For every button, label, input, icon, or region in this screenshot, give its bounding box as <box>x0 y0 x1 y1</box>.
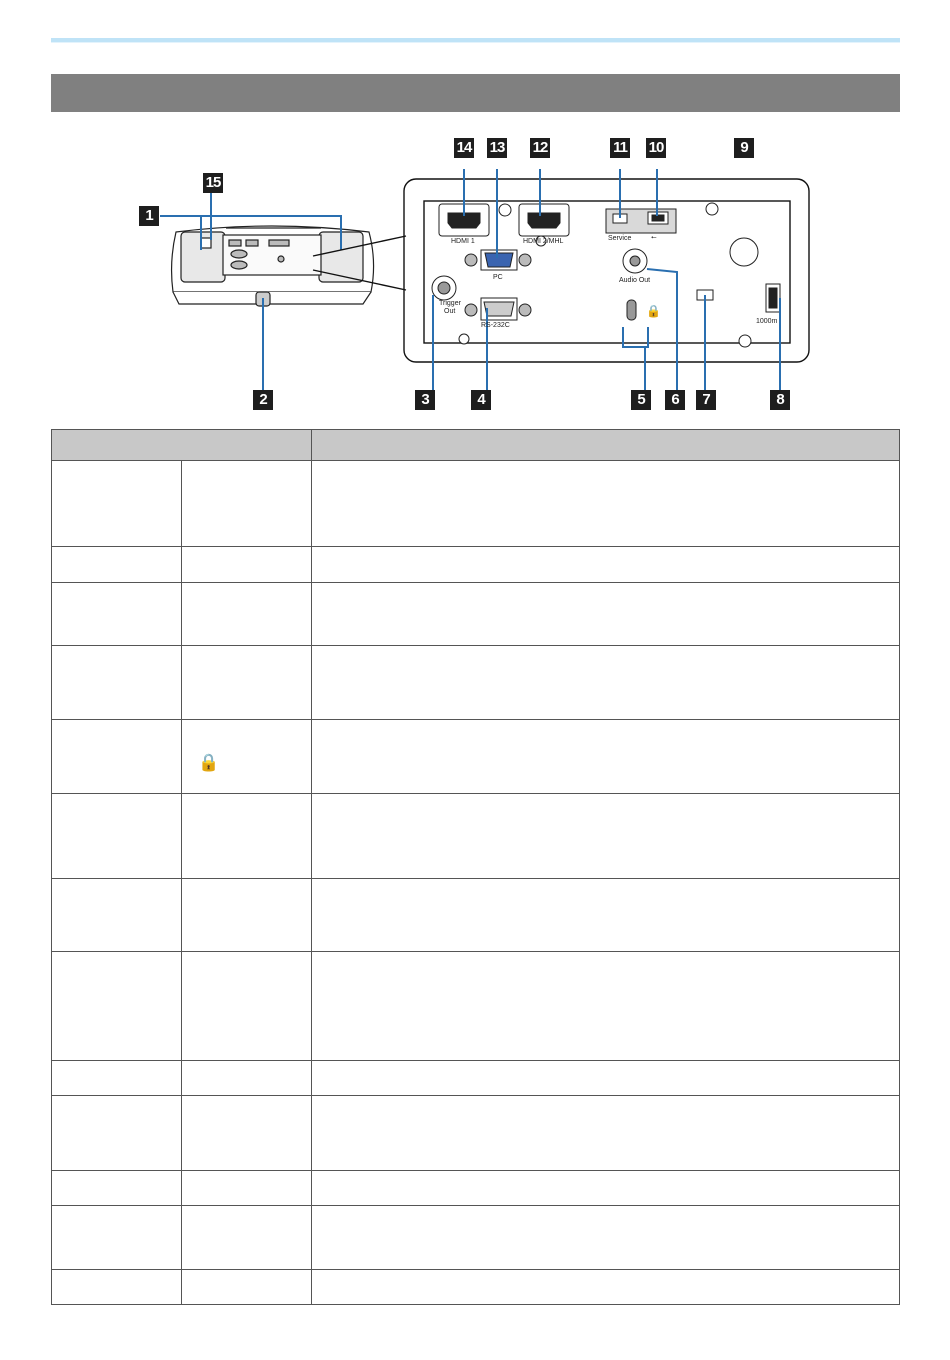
label-trigger-out: Out <box>444 308 456 315</box>
label-service: Service <box>608 235 632 242</box>
callout-5: 5 <box>631 390 651 410</box>
callout-12: 12 <box>530 138 550 158</box>
label-hdmi2: HDMI 2/MHL <box>523 238 564 245</box>
label-hdmi1: HDMI 1 <box>451 238 475 245</box>
label-pc: PC <box>493 274 503 281</box>
callout-6: 6 <box>665 390 685 410</box>
security-lock-icon: 🔒 <box>198 753 220 772</box>
label-rs232c: RS-232C <box>481 322 510 329</box>
table-row <box>52 1096 900 1171</box>
table-row <box>52 1061 900 1096</box>
table-row <box>52 879 900 952</box>
audio-out-port <box>623 249 647 273</box>
label-trigger: Trigger <box>439 300 461 307</box>
callout-3: 3 <box>415 390 435 410</box>
label-usb: ⭠ <box>651 234 657 241</box>
callout-1: 1 <box>139 206 159 226</box>
callout-8: 8 <box>770 390 790 410</box>
table-row <box>52 547 900 583</box>
projector-rear-figure <box>51 132 900 422</box>
callout-15: 15 <box>203 173 223 193</box>
header-function-col <box>312 430 900 461</box>
projector-illustration <box>51 132 900 422</box>
table-row <box>52 461 900 547</box>
table-header-row <box>52 430 900 461</box>
table-row <box>52 794 900 879</box>
table-row <box>52 646 900 720</box>
parts-table <box>51 429 900 1305</box>
callout-13: 13 <box>487 138 507 158</box>
callout-4: 4 <box>471 390 491 410</box>
callout-11: 11 <box>610 138 630 158</box>
table-row <box>52 952 900 1061</box>
label-audio-out: Audio Out <box>619 277 651 284</box>
usb-power-port <box>766 284 780 312</box>
table-row <box>52 1270 900 1305</box>
table-row <box>52 583 900 646</box>
table-row <box>52 1171 900 1206</box>
callout-2: 2 <box>253 390 273 410</box>
table-row <box>52 720 900 794</box>
callout-9: 9 <box>734 138 754 158</box>
svg-text:🔒: 🔒 <box>646 304 661 318</box>
callout-14: 14 <box>454 138 474 158</box>
section-title-bar <box>51 74 900 112</box>
header-rule <box>51 38 900 42</box>
table-row <box>52 1206 900 1270</box>
callout-10: 10 <box>646 138 666 158</box>
label-1000ma: 1000m <box>756 318 778 325</box>
header-name-col <box>52 430 312 461</box>
callout-7: 7 <box>696 390 716 410</box>
